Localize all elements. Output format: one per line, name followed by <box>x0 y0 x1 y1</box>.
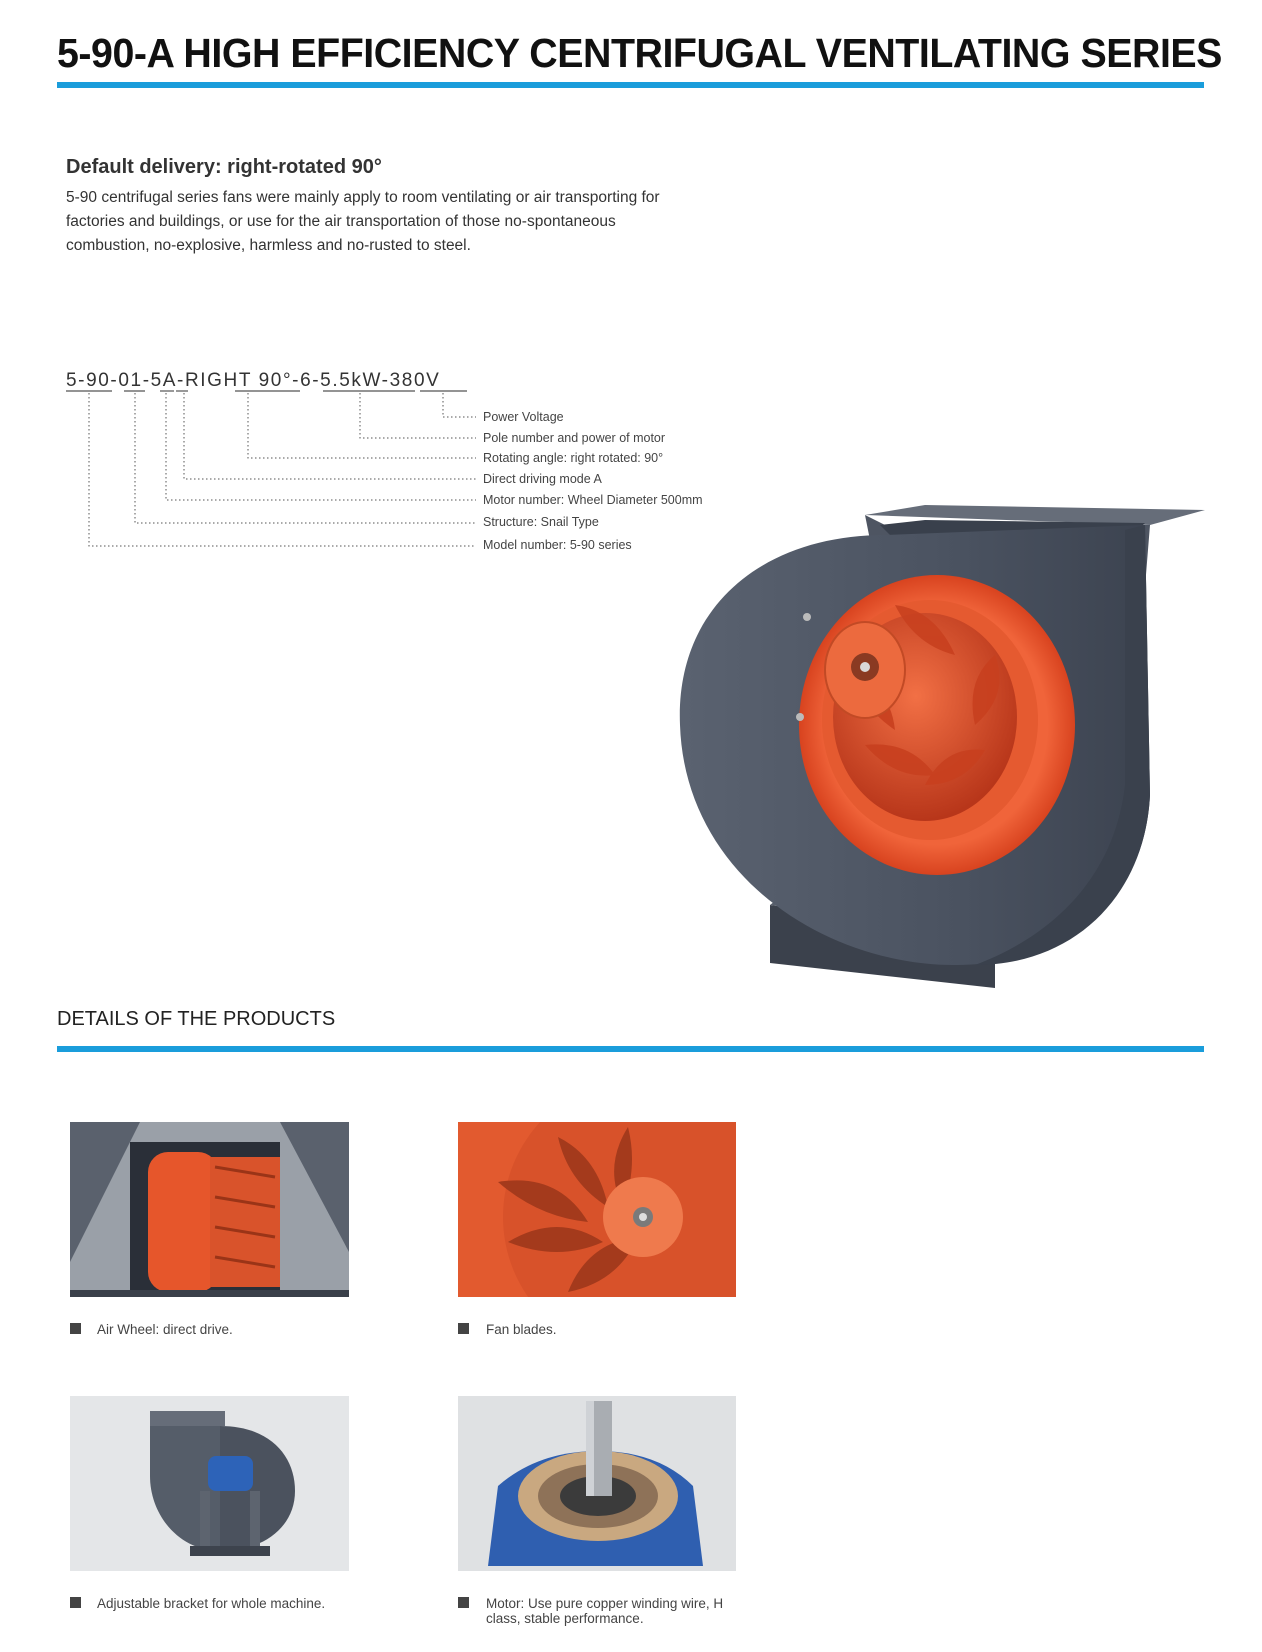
caption-air-wheel: Air Wheel: direct drive. <box>97 1322 233 1337</box>
bracket-photo <box>70 1396 349 1571</box>
details-rule <box>57 1046 1204 1052</box>
bullet-icon <box>70 1323 81 1334</box>
intro-line: combustion, no-explosive, harmless and no-rusted to steel. <box>66 237 471 254</box>
legend-pole-power: Pole number and power of motor <box>483 431 666 445</box>
model-code: 5-90-01-5A-RIGHT 90°-6-5.5kW-380V <box>66 370 441 391</box>
caption-fan-blades: Fan blades. <box>486 1322 557 1337</box>
air-wheel-photo <box>70 1122 349 1297</box>
intro-line: factories and buildings, or use for the air transportation of those no-spontaneous <box>66 213 616 230</box>
model-code-leaders <box>0 0 1262 560</box>
bullet-icon <box>70 1597 81 1608</box>
page-title: 5-90-A HIGH EFFICIENCY CENTRIFUGAL VENTILATING SERIES <box>57 30 1222 76</box>
intro-subtitle: Default delivery: right-rotated 90° <box>66 156 382 178</box>
motor-photo <box>458 1396 736 1571</box>
legend-power-voltage: Power Voltage <box>483 410 564 424</box>
legend-driving-mode: Direct driving mode A <box>483 472 602 486</box>
caption-motor-line: Motor: Use pure copper winding wire, H <box>486 1596 724 1611</box>
legend-rotating-angle: Rotating angle: right rotated: 90° <box>483 451 664 465</box>
intro-line: 5-90 centrifugal series fans were mainly apply to room ventilating or air transporting for <box>66 189 660 206</box>
legend-motor-number: Motor number: Wheel Diameter 500mm <box>483 493 703 507</box>
caption-motor <box>486 1596 723 1626</box>
details-heading: DETAILS OF THE PRODUCTS <box>57 1008 336 1030</box>
legend-structure: Structure: Snail Type <box>483 515 599 529</box>
centrifugal-fan-image <box>675 495 1215 1000</box>
legend-model-number: Model number: 5-90 series <box>483 538 632 552</box>
bullet-icon <box>458 1597 469 1608</box>
caption-motor-line: class, stable performance. <box>486 1611 644 1626</box>
bullet-icon <box>458 1323 469 1334</box>
fan-blades-photo <box>458 1122 736 1297</box>
caption-bracket: Adjustable bracket for whole machine. <box>97 1596 326 1611</box>
